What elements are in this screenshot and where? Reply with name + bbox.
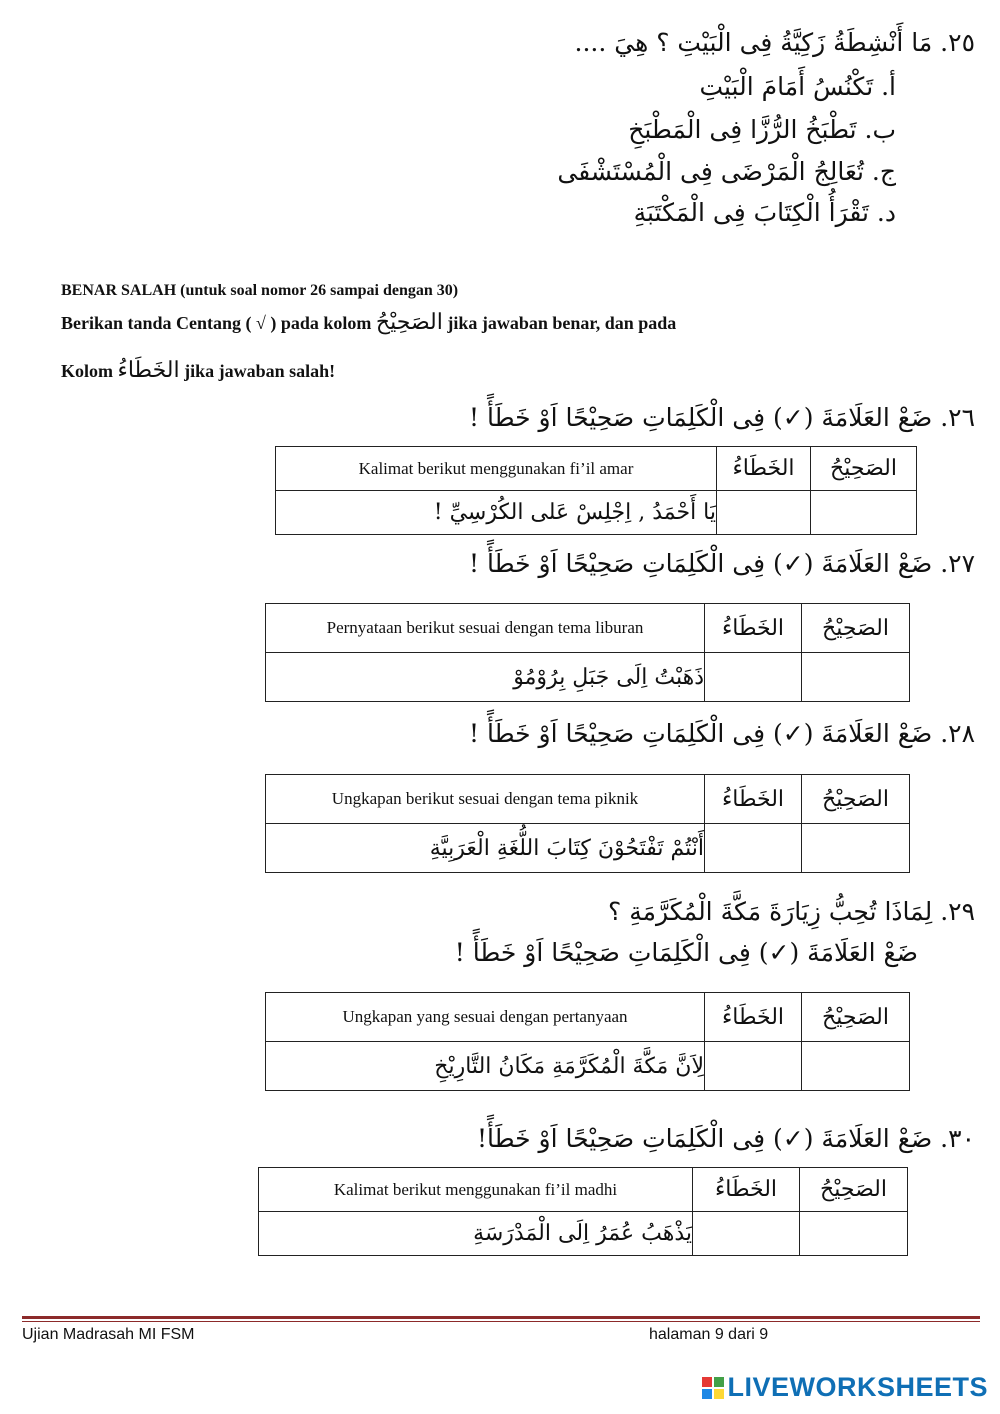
q29-question: ٢٩. لِمَاذَا تُحِبُّ زِيَارَةَ مَكَّةَ الْمُكَرَّمَةِ ؟ <box>608 897 975 926</box>
footer-divider-thick <box>22 1316 980 1319</box>
q28-header-correct: الصَحِيْحُ <box>802 775 910 824</box>
q30-table <box>258 1167 908 1256</box>
q27-table <box>265 603 910 702</box>
q30-answer-correct-cell[interactable] <box>800 1212 908 1256</box>
liveworksheets-wordmark: LIVEWORKSHEETS <box>727 1372 988 1402</box>
q28-label: Ungkapan berikut sesuai dengan tema piknik <box>266 775 705 824</box>
q28-answer-wrong-cell[interactable] <box>705 824 802 873</box>
q26-answer-correct-cell[interactable] <box>811 491 917 535</box>
footer-school: Ujian Madrasah MI FSM <box>22 1326 195 1343</box>
q25-question: ٢٥. مَا أَنْشِطَةُ زَكِيَّةُ فِى الْبَيْتِ ؟ هِيَ .... <box>574 28 975 57</box>
q26-sentence: يَا أَحْمَدُ , اِجْلِسْ عَلى الكُرْسِيِّ ! <box>276 491 717 535</box>
q27-header-correct: الصَحِيْحُ <box>802 604 910 653</box>
q28-header-wrong: الخَطَاءُ <box>705 775 802 824</box>
q27-label: Pernyataan berikut sesuai dengan tema liburan <box>266 604 705 653</box>
q25-option-d: د. تَقْرَأُ الْكِتَابَ فِى الْمَكْتَبَةِ <box>633 198 896 227</box>
instruction-line-1 <box>61 310 676 335</box>
q30-answer-wrong-cell[interactable] <box>693 1212 800 1256</box>
q26-header-correct: الصَحِيْحُ <box>811 447 917 491</box>
q30-instruction: ٣٠. ضَعْ العَلَامَةَ (✓) فِى الْكَلِمَاتِ صَحِيْحًا اَوْ خَطَأً! <box>476 1124 975 1153</box>
footer-page-number: halaman 9 dari 9 <box>649 1326 769 1343</box>
q29-sentence: لِاَنَّ مَكَّةَ الْمُكَرَّمَةِ مَكَانُ التَّارِيْخِ <box>266 1042 705 1091</box>
q29-answer-wrong-cell[interactable] <box>705 1042 802 1091</box>
q29-header-wrong: الخَطَاءُ <box>705 993 802 1042</box>
q29-table <box>265 992 910 1091</box>
q26-label: Kalimat berikut menggunakan fi’il amar <box>276 447 717 491</box>
instruction-line-2-after: jika jawaban salah! <box>179 361 336 381</box>
q29-instruction: ضَعْ العَلَامَةَ (✓) فِى الْكَلِمَاتِ صَحِيْحًا اَوْ خَطَأً ! <box>454 938 918 967</box>
q26-instruction: ٢٦. ضَعْ العَلَامَةَ (✓) فِى الْكَلِمَاتِ صَحِيْحًا اَوْ خَطَأً ! <box>469 403 975 432</box>
q28-table <box>265 774 910 873</box>
instruction-wrong-term: الخَطَاءُ <box>117 358 180 383</box>
logo-square <box>702 1377 712 1387</box>
logo-square <box>714 1389 724 1399</box>
q28-answer-correct-cell[interactable] <box>802 824 910 873</box>
q30-sentence: يَذْهَبُ عُمَرُ اِلَى الْمَدْرَسَةِ <box>259 1212 693 1256</box>
liveworksheets-brand <box>702 1372 988 1403</box>
q27-answer-correct-cell[interactable] <box>802 653 910 702</box>
instruction-line-1-after: jika jawaban benar, dan pada <box>442 313 677 333</box>
instruction-line-2-before: Kolom <box>61 361 118 381</box>
q25-option-b: ب. تَطْبَخُ الرُّزَّا فِى الْمَطْبَخِ <box>628 115 896 144</box>
q29-answer-correct-cell[interactable] <box>802 1042 910 1091</box>
q25-option-a: أ. تَكْنُسُ أَمَامَ الْبَيْتِ <box>699 72 896 101</box>
q30-header-correct: الصَحِيْحُ <box>800 1168 908 1212</box>
q27-instruction: ٢٧. ضَعْ العَلَامَةَ (✓) فِى الْكَلِمَاتِ صَحِيْحًا اَوْ خَطَأً ! <box>469 549 975 578</box>
logo-square <box>702 1389 712 1399</box>
q28-instruction: ٢٨. ضَعْ العَلَامَةَ (✓) فِى الْكَلِمَاتِ صَحِيْحًا اَوْ خَطَأً ! <box>469 719 975 748</box>
q30-label: Kalimat berikut menggunakan fi’il madhi <box>259 1168 693 1212</box>
q25-option-c: ج. تُعَالِجُ الْمَرْضَى فِى الْمُسْتَشْفَى <box>557 157 896 186</box>
q28-sentence: أَنْتُمْ تَفْتَحُوْنَ كِتَابَ اللُّغَةِ الْعَرَبِيَّةِ <box>266 824 705 873</box>
instruction-line-2 <box>61 358 335 383</box>
instruction-correct-term: الصَحِيْحُ <box>375 310 443 335</box>
q27-sentence: ذَهَبْتُ اِلَى جَبَلِ بِرُوْمُوْ <box>266 653 705 702</box>
instruction-line-1-before: Berikan tanda Centang ( √ ) pada kolom <box>61 313 376 333</box>
liveworksheets-logo-icon <box>702 1377 724 1399</box>
q29-header-correct: الصَحِيْحُ <box>802 993 910 1042</box>
q27-header-wrong: الخَطَاءُ <box>705 604 802 653</box>
q27-answer-wrong-cell[interactable] <box>705 653 802 702</box>
logo-square <box>714 1377 724 1387</box>
q29-label: Ungkapan yang sesuai dengan pertanyaan <box>266 993 705 1042</box>
footer-divider-thin <box>22 1321 980 1322</box>
q26-table <box>275 446 917 535</box>
q26-answer-wrong-cell[interactable] <box>717 491 811 535</box>
q26-header-wrong: الخَطَاءُ <box>717 447 811 491</box>
q30-header-wrong: الخَطَاءُ <box>693 1168 800 1212</box>
section-heading: BENAR SALAH (untuk soal nomor 26 sampai dengan 30) <box>61 282 459 299</box>
